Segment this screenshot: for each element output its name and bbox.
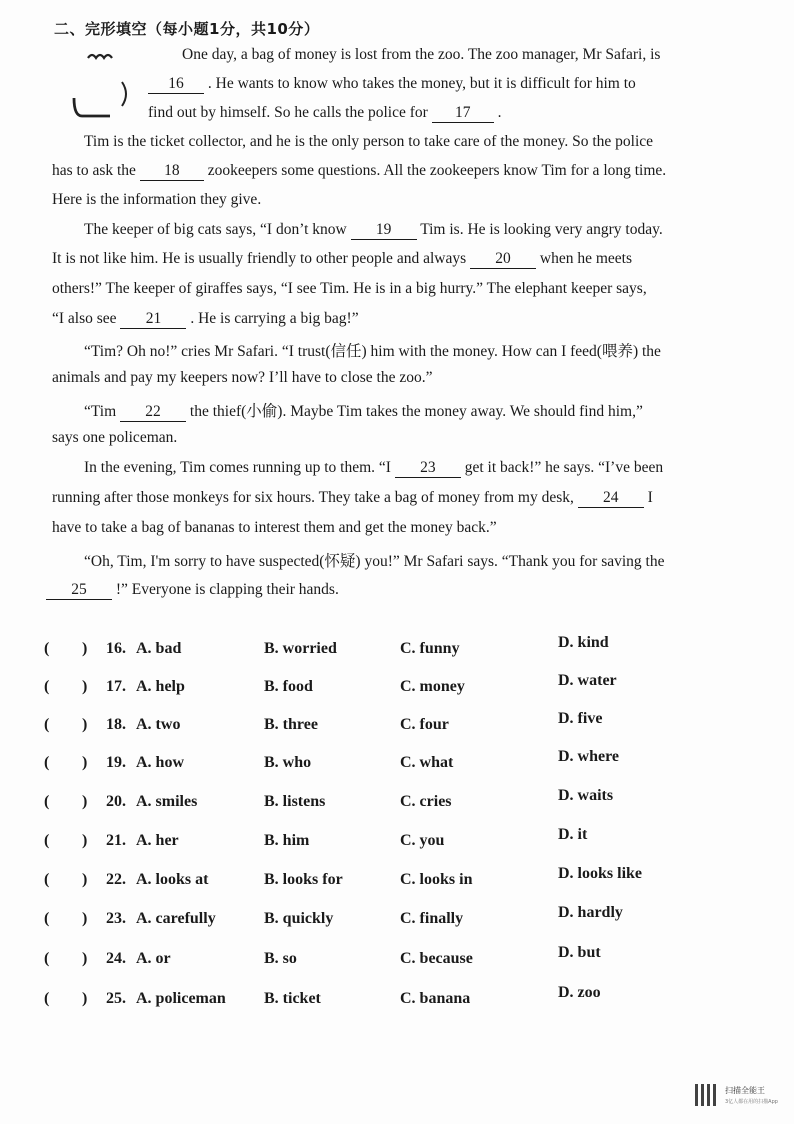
option-b[interactable]: B. ticket	[264, 990, 321, 1007]
option-b[interactable]: B. looks for	[264, 871, 343, 888]
passage-line-7: The keeper of big cats says, “I don’t know 19 Tim is. He is looking very angry today.	[84, 221, 663, 238]
option-c[interactable]: C. money	[400, 678, 465, 695]
passage-line-10: “I also see 21 . He is carrying a big bag!”	[52, 310, 359, 327]
blank-23[interactable]: 23	[395, 459, 461, 478]
passage-line-5: has to ask the 18 zookeepers some questions. All the zookeepers know Tim for a long time.	[52, 162, 667, 179]
option-b[interactable]: B. worried	[264, 640, 337, 657]
blank-21[interactable]: 21	[120, 310, 186, 329]
passage-line-2: 16 . He wants to know who takes the money, but it is difficult for him to	[148, 75, 636, 94]
passage-line-8: It is not like him. He is usually friendly to other people and always 20 when he meets	[52, 250, 632, 267]
blank-19[interactable]: 19	[351, 221, 417, 240]
option-d[interactable]: D. kind	[558, 634, 609, 651]
option-d[interactable]: D. water	[558, 672, 617, 689]
option-a[interactable]: A. or	[136, 950, 171, 967]
question-row: ( ) 17. A. help B. food C. money D. water	[44, 672, 617, 695]
handwritten-doodle	[60, 48, 150, 128]
passage-line-1: One day, a bag of money is lost from the zoo. The zoo manager, Mr Safari, is	[182, 46, 661, 63]
passage-line-19: 25 !” Everyone is clapping their hands.	[46, 581, 339, 600]
watermark-sub: 3亿人都在用的扫描App	[725, 1099, 778, 1105]
passage-line-16: running after those monkeys for six hours. They take a bag of money from my desk, 24 I	[52, 489, 653, 506]
passage-line-18: “Oh, Tim, I'm sorry to have suspected(怀疑) you!” Mr Safari says. “Thank you for saving the	[84, 553, 665, 570]
qr-code-icon	[695, 1084, 717, 1106]
option-a[interactable]: A. smiles	[136, 793, 198, 810]
option-d[interactable]: D. it	[558, 826, 588, 843]
question-row: ( ) 22. A. looks at B. looks for C. looks in D. looks like	[44, 865, 643, 888]
option-d[interactable]: D. looks like	[558, 865, 643, 882]
question-row: ( ) 18. A. two B. three C. four D. five	[44, 710, 603, 733]
blank-20[interactable]: 20	[470, 250, 536, 269]
question-row: ( ) 25. A. policeman B. ticket C. banana D. zoo	[44, 984, 601, 1007]
option-a[interactable]: A. carefully	[136, 910, 216, 927]
option-d[interactable]: D. but	[558, 944, 601, 961]
option-b[interactable]: B. listens	[264, 793, 326, 810]
option-a[interactable]: A. looks at	[136, 871, 209, 888]
option-c[interactable]: C. finally	[400, 910, 464, 927]
scanner-watermark	[695, 1082, 781, 1110]
question-row: ( ) 16. A. bad B. worried C. funny D. kind	[44, 634, 609, 657]
option-b[interactable]: B. so	[264, 950, 297, 967]
option-b[interactable]: B. him	[264, 832, 310, 849]
option-b[interactable]: B. food	[264, 678, 313, 695]
passage-line-4: Tim is the ticket collector, and he is the only person to take care of the money. So the police	[84, 133, 654, 150]
question-row: ( ) 19. A. how B. who C. what D. where	[44, 748, 620, 771]
blank-24[interactable]: 24	[578, 489, 644, 508]
option-c[interactable]: C. funny	[400, 640, 460, 657]
option-c[interactable]: C. four	[400, 716, 449, 733]
option-a[interactable]: A. help	[136, 678, 185, 695]
passage-line-6: Here is the information they give.	[52, 191, 262, 208]
option-c[interactable]: C. looks in	[400, 871, 473, 888]
blank-18[interactable]: 18	[140, 162, 204, 181]
option-d[interactable]: D. five	[558, 710, 603, 727]
option-d[interactable]: D. where	[558, 748, 620, 765]
passage-line-14: says one policeman.	[52, 429, 178, 446]
option-a[interactable]: A. two	[136, 716, 181, 733]
option-d[interactable]: D. waits	[558, 787, 614, 804]
passage-line-12: animals and pay my keepers now? I’ll have to close the zoo.”	[52, 369, 433, 386]
question-row: ( ) 21. A. her B. him C. you D. it	[44, 826, 588, 849]
question-row: ( ) 24. A. or B. so C. because D. but	[44, 944, 601, 967]
option-a[interactable]: A. her	[136, 832, 179, 849]
blank-22[interactable]: 22	[120, 403, 186, 422]
option-a[interactable]: A. policeman	[136, 990, 226, 1007]
option-a[interactable]: A. how	[136, 754, 185, 771]
option-c[interactable]: C. cries	[400, 793, 452, 810]
option-d[interactable]: D. hardly	[558, 904, 623, 921]
passage-line-13: “Tim 22 the thief(小偷). Maybe Tim takes the money away. We should find him,”	[84, 403, 643, 420]
option-c[interactable]: C. banana	[400, 990, 471, 1007]
passage-line-17: have to take a bag of bananas to interest them and get the money back.”	[52, 519, 497, 536]
question-row: ( ) 23. A. carefully B. quickly C. finally D. hardly	[44, 904, 623, 927]
option-c[interactable]: C. you	[400, 832, 445, 849]
option-b[interactable]: B. three	[264, 716, 318, 733]
passage-line-3: find out by himself. So he calls the police for 17 .	[148, 104, 502, 121]
option-a[interactable]: A. bad	[136, 640, 182, 657]
watermark-label: 扫描全能王	[725, 1086, 765, 1095]
blank-25[interactable]: 25	[46, 581, 112, 600]
option-b[interactable]: B. who	[264, 754, 312, 771]
option-b[interactable]: B. quickly	[264, 910, 334, 927]
blank-17[interactable]: 17	[432, 104, 494, 123]
blank-16[interactable]: 16	[148, 75, 204, 94]
section-title: 二、完形填空（每小题1分，共10分）	[54, 20, 320, 38]
option-c[interactable]: C. what	[400, 754, 454, 771]
option-d[interactable]: D. zoo	[558, 984, 601, 1001]
passage-line-9: others!” The keeper of giraffes says, “I see Tim. He is in a big hurry.” The elephant keeper says,	[52, 280, 647, 297]
option-c[interactable]: C. because	[400, 950, 473, 967]
question-row: ( ) 20. A. smiles B. listens C. cries D. waits	[44, 787, 614, 810]
passage-line-15: In the evening, Tim comes running up to them. “I 23 get it back!” he says. “I’ve been	[84, 459, 664, 476]
passage-line-11: “Tim? Oh no!” cries Mr Safari. “I trust(信任) him with the money. How can I feed(喂养) the	[84, 343, 661, 360]
